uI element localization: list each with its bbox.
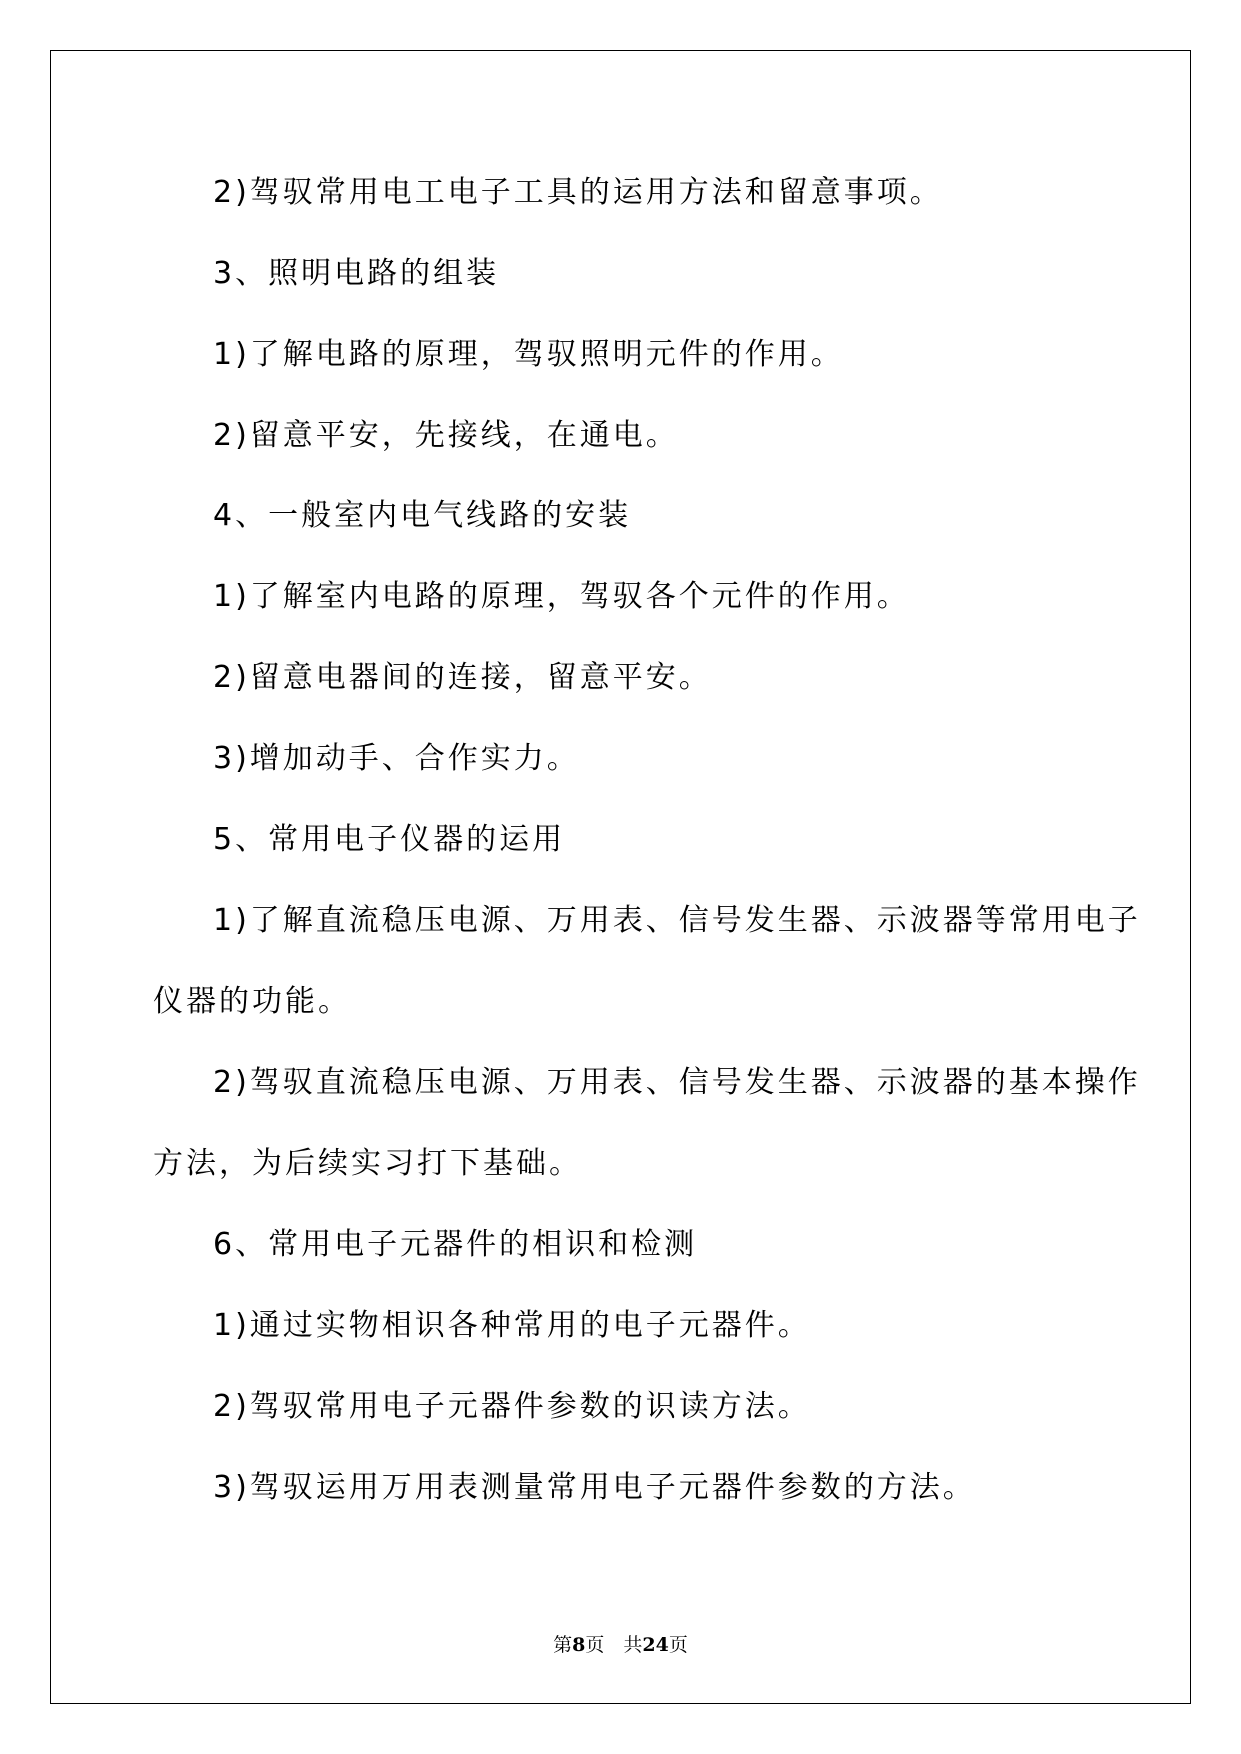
paragraph-line: 1)了解直流稳压电源、万用表、信号发生器、示波器等常用电子: [213, 903, 1141, 938]
paragraph-line: 1)通过实物相识各种常用的电子元器件。: [213, 1308, 811, 1343]
section-heading: 4、一般室内电气线路的安装: [213, 498, 632, 533]
paragraph-line: 3)驾驭运用万用表测量常用电子元器件参数的方法。: [213, 1470, 976, 1505]
footer-prefix: 第: [553, 1634, 573, 1656]
section-heading: 5、常用电子仪器的运用: [213, 822, 566, 857]
paragraph-line: 2)驾驭常用电子元器件参数的识读方法。: [213, 1389, 811, 1424]
paragraph-line: 2)留意电器间的连接，留意平安。: [213, 660, 712, 695]
section-heading: 3、照明电路的组装: [213, 256, 500, 291]
section-heading: 6、常用电子元器件的相识和检测: [213, 1227, 698, 1262]
paragraph-line: 2)留意平安，先接线，在通电。: [213, 418, 679, 453]
paragraph-line: 仪器的功能。: [153, 984, 351, 1019]
current-page-number: 8: [572, 1634, 586, 1656]
paragraph-line: 1)了解室内电路的原理，驾驭各个元件的作用。: [213, 579, 910, 614]
footer-suffix: 页: [668, 1634, 688, 1656]
paragraph-line: 2)驾驭常用电工电子工具的运用方法和留意事项。: [213, 175, 943, 210]
paragraph-line: 方法，为后续实习打下基础。: [153, 1146, 582, 1181]
paragraph-line: 1)了解电路的原理，驾驭照明元件的作用。: [213, 337, 844, 372]
page-footer: [0, 1630, 1241, 1657]
paragraph-line: 3)增加动手、合作实力。: [213, 741, 580, 776]
page-border: [50, 50, 1191, 1704]
paragraph-line: 2)驾驭直流稳压电源、万用表、信号发生器、示波器的基本操作: [213, 1065, 1141, 1100]
footer-middle: 页 共: [585, 1634, 643, 1656]
total-pages-number: 24: [642, 1634, 669, 1656]
